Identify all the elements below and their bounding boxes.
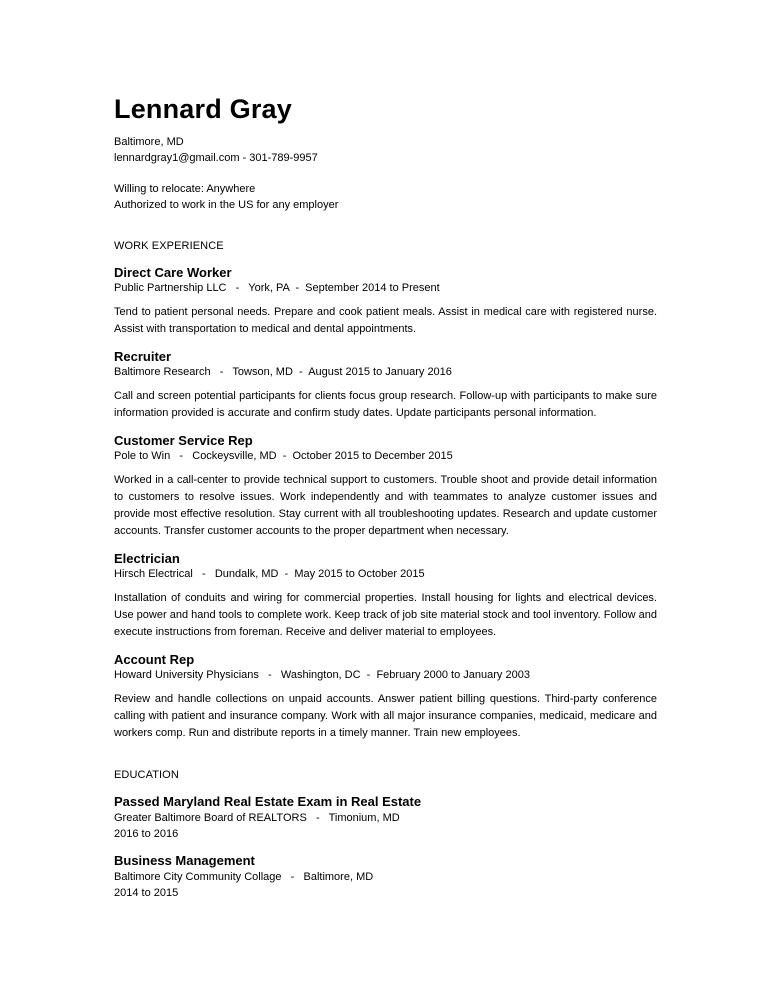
job-meta: Public Partnership LLC - York, PA - September 2014 to Present [114, 282, 440, 294]
preferences-block [114, 181, 657, 213]
education-school: Greater Baltimore Board of REALTORS - Timonium, MD [114, 812, 400, 824]
job-entry [114, 651, 657, 742]
email-phone-text: lennardgray1@gmail.com - 301-789-9957 [114, 152, 318, 164]
job-description: Tend to patient personal needs. Prepare and cook patient meals. Assist in medical care with registered nurse. Assist with transportation to medical and dental appointments. [114, 306, 657, 335]
job-title: Electrician [114, 551, 180, 566]
candidate-name: Lennard Gray [114, 94, 292, 124]
education-title: Business Management [114, 853, 255, 868]
education-heading: EDUCATION [114, 769, 179, 781]
authorization-text: Authorized to work in the US for any employer [114, 199, 339, 211]
education-title: Passed Maryland Real Estate Exam in Real Estate [114, 794, 422, 809]
job-description: Installation of conduits and wiring for commercial properties. Install housing for lights and electrical devices. Use power and hand tools to complete work. Keep track of job site material stock and tool inventory. Follow and execute instructions from foreman. Receive and deliver material to employees. [114, 592, 657, 638]
job-title: Account Rep [114, 652, 195, 667]
education-entry [114, 793, 657, 842]
job-meta: Howard University Physicians - Washington, DC - February 2000 to January 2003 [114, 669, 530, 681]
job-description: Review and handle collections on unpaid accounts. Answer patient billing questions. Third-party conference calling with patient and insurance company. Work with all major insurance companies, medicaid, medicare and workers comp. Run and distribute reports in a timely manner. Train new employees. [114, 693, 657, 739]
job-description: Worked in a call-center to provide technical support to customers. Trouble shoot and provide detail information to customers to resolve issues. Work independently and with teammates to analyze customer issues and provide most effective resolution. Stay current with all troubleshooting updates. Research and update customer accounts. Transfer customer accounts to the proper department when necessary. [114, 474, 657, 537]
job-meta: Baltimore Research - Towson, MD - August 2015 to January 2016 [114, 366, 452, 378]
job-entry [114, 432, 657, 540]
job-entry [114, 348, 657, 422]
education-dates: 2014 to 2015 [114, 887, 179, 899]
job-title: Direct Care Worker [114, 265, 232, 280]
job-description: Call and screen potential participants for clients focus group research. Follow-up with participants to make sure information provided is accurate and confirm study dates. Update participants personal information. [114, 390, 657, 419]
job-title: Customer Service Rep [114, 433, 253, 448]
education-dates: 2016 to 2016 [114, 828, 179, 840]
contact-block [114, 134, 657, 166]
work-experience-heading: WORK EXPERIENCE [114, 240, 224, 252]
resume-page [114, 92, 657, 901]
job-meta: Pole to Win - Cockeysville, MD - October 2015 to December 2015 [114, 450, 453, 462]
job-entry [114, 550, 657, 641]
job-title: Recruiter [114, 349, 172, 364]
job-meta: Hirsch Electrical - Dundalk, MD - May 2015 to October 2015 [114, 568, 425, 580]
education-entry [114, 852, 657, 901]
job-entry [114, 264, 657, 338]
relocate-text: Willing to relocate: Anywhere [114, 183, 256, 195]
location-text: Baltimore, MD [114, 136, 184, 148]
education-school: Baltimore City Community Collage - Baltimore, MD [114, 871, 374, 883]
